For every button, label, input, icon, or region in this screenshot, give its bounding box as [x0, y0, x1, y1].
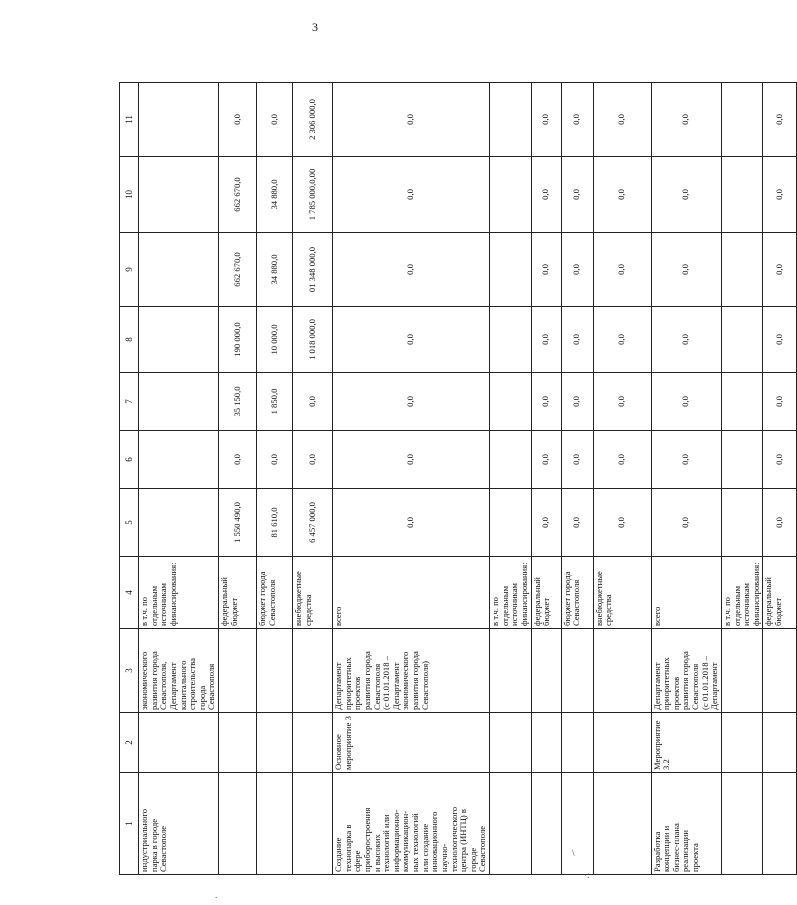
table-cell: [257, 773, 293, 875]
table-cell: [561, 307, 593, 373]
table-cell: [490, 307, 532, 373]
table-cell: [651, 773, 721, 875]
table-cell: [593, 157, 651, 233]
cell-text: 01 348 000,0: [306, 246, 317, 293]
cell-text: 0,0: [306, 454, 317, 465]
table-cell: [257, 373, 293, 431]
column-number: 2: [120, 713, 139, 773]
table-cell: [333, 373, 490, 431]
cell-text: 0,0: [774, 517, 785, 528]
cell-text: 0,0: [616, 334, 627, 345]
cell-text: всего: [651, 606, 662, 626]
table-cell: [593, 629, 651, 713]
cell-text: 0,0: [405, 396, 416, 407]
table-cell: [593, 713, 651, 773]
table-cell: [763, 431, 797, 489]
table-cell: [257, 157, 293, 233]
table-cell: [333, 431, 490, 489]
table-cell: [651, 713, 721, 773]
column-number: 3: [120, 629, 139, 713]
table-cell: [651, 307, 721, 373]
cell-text: 0,0: [268, 454, 279, 465]
table-cell: [531, 489, 561, 557]
cell-text: 0,0: [571, 114, 582, 125]
table-cell: [333, 489, 490, 557]
table-cell: [490, 83, 532, 157]
cell-text: 0,0: [540, 454, 551, 465]
cell-text: 34 880,0: [268, 254, 279, 285]
table-cell: [531, 83, 561, 157]
table-cell: [593, 373, 651, 431]
table-cell: [651, 157, 721, 233]
cell-text: 0,0: [405, 517, 416, 528]
cell-text: 0,0: [616, 396, 627, 407]
table-cell: [561, 83, 593, 157]
table-cell: [257, 431, 293, 489]
cell-text: 1 785 000,0,00: [306, 168, 317, 221]
cell-text: Департамент приоритетных проектов развития города Севастополя (с 01.01.2018 – Департамент экономического развития города Севастополя): [333, 651, 430, 710]
cell-text: 0,0: [571, 517, 582, 528]
table-cell: [219, 431, 257, 489]
table-cell: [490, 489, 532, 557]
table-cell: [721, 431, 763, 489]
table-cell: [593, 773, 651, 875]
table-cell: [651, 373, 721, 431]
cell-text: федеральный бюджет: [531, 577, 552, 626]
table-cell: [561, 713, 593, 773]
cell-text: индустриального парка в городе Севастополе: [139, 808, 169, 872]
table-cell: [721, 629, 763, 713]
table-cell: [139, 629, 219, 713]
table-cell: [219, 557, 257, 629]
cell-text: 0,0: [774, 264, 785, 275]
table-cell: [531, 431, 561, 489]
table-cell: [561, 773, 593, 875]
table-cell: [561, 157, 593, 233]
cell-text: 0,0: [774, 189, 785, 200]
cell-text: федеральный бюджет: [219, 577, 239, 626]
table-cell: [293, 489, 333, 557]
table-cell: [139, 233, 219, 307]
cell-text: 0,0: [405, 334, 416, 345]
column-number: 11: [120, 83, 139, 157]
table-cell: [763, 83, 797, 157]
table-cell: [593, 83, 651, 157]
cell-text: 0,0: [616, 264, 627, 275]
cell-text: 0,0: [680, 454, 691, 465]
cell-text: 0,0: [540, 264, 551, 275]
cell-text: всего: [333, 606, 343, 626]
table-cell: [293, 557, 333, 629]
table-cell: [763, 773, 797, 875]
cell-text: 6 457 000,0: [306, 502, 317, 543]
table-cell: [139, 431, 219, 489]
table-cell: [763, 157, 797, 233]
table-cell: [139, 83, 219, 157]
cell-text: Мероприятие 3.2: [651, 720, 672, 770]
column-number: 10: [120, 157, 139, 233]
financing-table: [119, 82, 797, 875]
table-row: [531, 83, 561, 875]
table-cell: [531, 157, 561, 233]
table-cell: [721, 713, 763, 773]
cell-text: экономического развития города Севастополя, Департамент капитального строительства города Севастополя: [139, 651, 217, 710]
column-number: 4: [120, 557, 139, 629]
table-cell: [219, 233, 257, 307]
cell-text: в т.ч. по отдельным источникам финансирования:: [139, 562, 178, 626]
cell-text: 0,0: [616, 114, 627, 125]
table-cell: [651, 557, 721, 629]
cell-text: 0,0: [231, 114, 242, 125]
table-cell: [490, 773, 532, 875]
cell-text: в т.ч. по отдельным источникам финансирования:: [721, 562, 761, 626]
cell-text: бюджет города Севастополя: [561, 571, 582, 626]
table-cell: [490, 557, 532, 629]
cell-text: внебюджетные средства: [293, 571, 313, 626]
table-cell: [561, 373, 593, 431]
cell-text: 0,0: [774, 396, 785, 407]
cell-text: 1 550 490,0: [231, 502, 242, 543]
table-cell: [333, 83, 490, 157]
cell-text: 35 150,0: [231, 386, 242, 417]
cell-text: в т.ч. по отдельным источникам финансирования:: [490, 562, 529, 626]
cell-text: 34 880,0: [268, 179, 279, 210]
table-cell: [333, 629, 490, 713]
table-cell: [763, 307, 797, 373]
table-cell: [490, 629, 532, 713]
table-cell: [293, 373, 333, 431]
scan-mark: \: [572, 848, 575, 858]
cell-text: 0,0: [616, 189, 627, 200]
table-cell: [531, 373, 561, 431]
column-number: 5: [120, 489, 139, 557]
cell-text: 0,0: [680, 517, 691, 528]
cell-text: 0,0: [680, 189, 691, 200]
table-cell: [293, 307, 333, 373]
table-cell: [763, 713, 797, 773]
column-number: 7: [120, 373, 139, 431]
cell-text: 0,0: [540, 114, 551, 125]
cell-text: 2 306 000,0: [306, 99, 317, 140]
cell-text: 0,0: [774, 114, 785, 125]
column-number: 1: [120, 773, 139, 875]
cell-text: 662 670,0: [231, 252, 242, 287]
table-cell: [490, 233, 532, 307]
table-cell: [219, 713, 257, 773]
table-cell: [721, 307, 763, 373]
table-cell: [293, 83, 333, 157]
table-cell: [593, 307, 651, 373]
cell-text: 0,0: [616, 517, 627, 528]
table-cell: [139, 157, 219, 233]
table-cell: [139, 307, 219, 373]
table-cell: [490, 431, 532, 489]
table-cell: [139, 373, 219, 431]
table-cell: [333, 307, 490, 373]
table-cell: [763, 629, 797, 713]
cell-text: 190 000,0: [231, 322, 242, 357]
column-number: 6: [120, 431, 139, 489]
cell-text: Создание технопарка в сфере приборостроения и высоких технологий или информационно- коммуникацион- ных технологий или создание инновационного научно- технологического центра (ИНТЦ) в городе Севастополе: [333, 806, 488, 872]
cell-text: 0,0: [571, 264, 582, 275]
rotated-table-container: [119, 83, 785, 875]
table-cell: [257, 489, 293, 557]
cell-text: 0,0: [680, 114, 691, 125]
table-cell: [219, 307, 257, 373]
table-cell: [257, 307, 293, 373]
cell-text: 1 018 000,0: [306, 319, 317, 360]
cell-text: Основное мероприятие 3: [333, 716, 353, 770]
table-cell: [531, 629, 561, 713]
table-row: [593, 83, 651, 875]
cell-text: 1 850,0: [268, 388, 279, 415]
scan-mark: ·:: [584, 870, 590, 880]
table-cell: [257, 557, 293, 629]
table-cell: [531, 557, 561, 629]
cell-text: 0,0: [540, 189, 551, 200]
cell-text: 0,0: [774, 334, 785, 345]
cell-text: 0,0: [405, 264, 416, 275]
table-cell: [763, 233, 797, 307]
table-row: [561, 83, 593, 875]
table-cell: [651, 629, 721, 713]
table-cell: [531, 307, 561, 373]
table-cell: [531, 233, 561, 307]
table-cell: [721, 373, 763, 431]
column-number: 9: [120, 233, 139, 307]
table-cell: [651, 431, 721, 489]
cell-text: 0,0: [540, 334, 551, 345]
cell-text: Разработка концепции и бизнес-плана реализации проекта: [651, 823, 700, 872]
cell-text: 0,0: [405, 454, 416, 465]
cell-text: федеральный бюджет: [763, 577, 783, 626]
table-cell: [561, 489, 593, 557]
table-cell: [721, 773, 763, 875]
table-cell: [721, 157, 763, 233]
table-cell: [561, 557, 593, 629]
cell-text: Департамент приоритетных проектов развития города Севастополя (с 01.01.2018 – Департамент: [651, 651, 720, 710]
table-cell: [139, 773, 219, 875]
table-cell: [763, 557, 797, 629]
table-cell: [219, 489, 257, 557]
table-cell: [721, 557, 763, 629]
table-cell: [293, 157, 333, 233]
cell-text: 0,0: [405, 114, 416, 125]
table-cell: [593, 431, 651, 489]
table-cell: [219, 83, 257, 157]
table-cell: [490, 157, 532, 233]
table-cell: [651, 83, 721, 157]
table-cell: [490, 373, 532, 431]
cell-text: 662 670,0: [231, 177, 242, 212]
table-row: [763, 83, 797, 875]
table-cell: [219, 373, 257, 431]
table-row: [721, 83, 763, 875]
cell-text: бюджет города Севастополя: [257, 571, 277, 626]
column-number: 8: [120, 307, 139, 373]
table-cell: [561, 431, 593, 489]
table-cell: [219, 629, 257, 713]
table-cell: [651, 233, 721, 307]
table-row: [651, 83, 721, 875]
table-cell: [593, 489, 651, 557]
table-cell: [721, 233, 763, 307]
table-cell: [293, 431, 333, 489]
scan-mark: .: [215, 890, 218, 900]
cell-text: 0,0: [231, 454, 242, 465]
table-cell: [139, 557, 219, 629]
table-cell: [293, 629, 333, 713]
cell-text: 0,0: [571, 189, 582, 200]
cell-text: 0,0: [571, 454, 582, 465]
table-row: [257, 83, 293, 875]
cell-text: 0,0: [616, 454, 627, 465]
header-row: [120, 83, 139, 875]
table-cell: [561, 233, 593, 307]
cell-text: 0,0: [774, 454, 785, 465]
table-cell: [593, 557, 651, 629]
table-cell: [257, 629, 293, 713]
table-cell: [333, 233, 490, 307]
cell-text: 0,0: [680, 334, 691, 345]
cell-text: 81 610,0: [268, 507, 279, 538]
table-row: [219, 83, 257, 875]
page-number: 3: [312, 20, 318, 34]
cell-text: 0,0: [540, 396, 551, 407]
table-cell: [219, 157, 257, 233]
table-cell: [763, 489, 797, 557]
table-row: [293, 83, 333, 875]
cell-text: 0,0: [571, 334, 582, 345]
table-cell: [531, 713, 561, 773]
cell-text: 0,0: [405, 189, 416, 200]
table-cell: [219, 773, 257, 875]
cell-text: 0,0: [680, 396, 691, 407]
table-cell: [531, 773, 561, 875]
table-cell: [333, 557, 490, 629]
cell-text: 0,0: [680, 264, 691, 275]
table-cell: [257, 713, 293, 773]
table-cell: [651, 489, 721, 557]
table-cell: [293, 773, 333, 875]
table-cell: [333, 157, 490, 233]
table-cell: [257, 233, 293, 307]
cell-text: внебюджетные средства: [593, 571, 614, 626]
table-cell: [139, 713, 219, 773]
cell-text: 0,0: [268, 114, 279, 125]
table-row: [333, 83, 490, 875]
cell-text: 10 000,0: [268, 324, 279, 355]
table-cell: [139, 489, 219, 557]
cell-text: 0,0: [571, 396, 582, 407]
table-cell: [593, 233, 651, 307]
table-cell: [763, 373, 797, 431]
table-cell: [721, 83, 763, 157]
table-cell: [561, 629, 593, 713]
table-cell: [490, 713, 532, 773]
table-cell: [293, 233, 333, 307]
table-row: [490, 83, 532, 875]
table-cell: [293, 713, 333, 773]
table-cell: [721, 489, 763, 557]
table-cell: [333, 773, 490, 875]
cell-text: 0,0: [306, 396, 317, 407]
table-cell: [257, 83, 293, 157]
table-cell: [333, 713, 490, 773]
cell-text: 0,0: [540, 517, 551, 528]
table-row: [139, 83, 219, 875]
